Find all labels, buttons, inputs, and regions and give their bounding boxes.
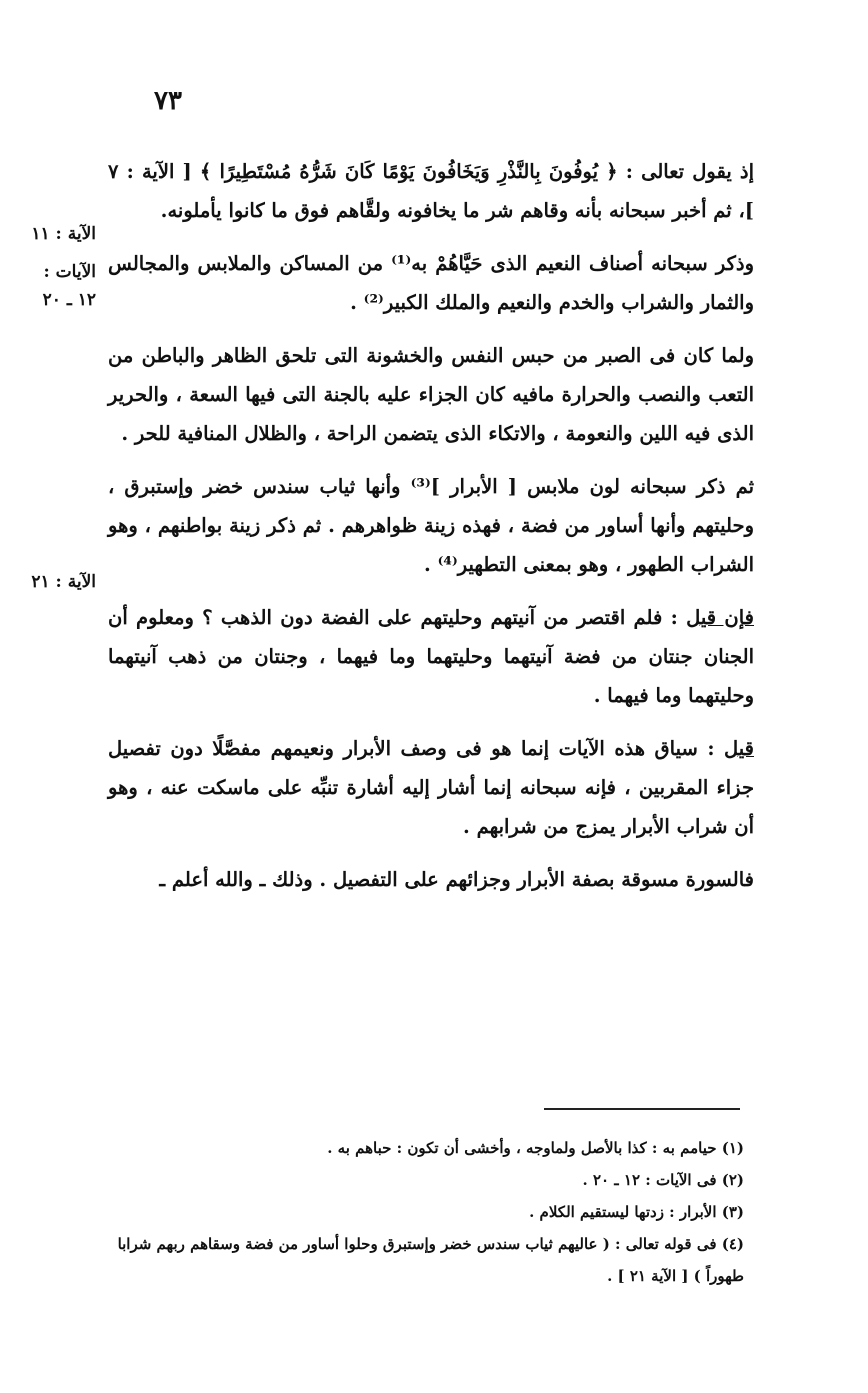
footnote-separator — [544, 1108, 740, 1110]
footnote-4: (٤) فى قوله تعالى : ( عاليهم ثياب سندس خضر وإستبرق وحلوا أساور من فضة وسقاهم ربهم شرابا طهوراً ) [ الآية ٢١ ] . — [117, 1235, 744, 1285]
footnote-2: (٢) فى الآيات : ١٢ ـ ٢٠ . — [582, 1171, 744, 1189]
paragraph-5 — [108, 598, 754, 715]
paragraph-body: : فلم اقتصر من آنيتهم وحليتهم على الفضة دون الذهب ؟ ومعلوم أن الجنان جنتان من فضة آنيتهما وحليتهما وما فيهما ، وجنتان من ذهب آنيتهما وحليتهما وما فيهما . — [108, 606, 754, 707]
margin-note-verse-21 — [6, 568, 96, 596]
margin-note-line: الآيات : — [43, 262, 96, 282]
paragraph-lead: فإن قيل — [686, 606, 754, 629]
paragraph-3: ولما كان فى الصبر من حبس النفس والخشونة التى تلحق الظاهر والباطن من التعب والنصب والحرارة مافيه كان الجزاء عليه بالجنة التى فيها السعة ، والحرير الذى فيه اللين والنعومة ، والاتكاء الذى يتضمن الراحة ، والظلال المنافية للحر . — [108, 344, 754, 445]
margin-note-line: الآية : ٢١ — [31, 572, 96, 592]
paragraph-6 — [108, 729, 754, 846]
paragraph-7: فالسورة مسوقة بصفة الأبرار وجزائهم على التفصيل . وذلك ـ والله أعلم ـ — [159, 868, 754, 891]
page-number: ٧٣ — [154, 86, 182, 116]
margin-note-line: الآية : ١١ — [31, 224, 96, 244]
footnote-1: (١) حيامم به : كذا بالأصل ولماوجه ، وأخشى أن تكون : حباهم به . — [327, 1139, 744, 1157]
paragraph-2: وذكر سبحانه أصناف النعيم الذى حَيَّاهُمْ به⁽¹⁾ من المساكن والملابس والمجالس والثمار والشراب والخدم والنعيم والملك الكبير⁽²⁾ . — [108, 252, 755, 314]
paragraph-body: : سياق هذه الآيات إنما هو فى وصف الأبرار ونعيمهم مفصَّلًا دون تفصيل جزاء المقربين ، فإنه سبحانه إنما أشار إليه أشارة تنبِّه على ماسكت عنه ، وهو أن شراب الأبرار يمزج من شرابهم . — [108, 737, 754, 838]
footnotes — [108, 1132, 744, 1292]
paragraph-1: إذ يقول تعالى : ﴿ يُوفُونَ بِالنَّذْرِ وَيَخَافُونَ يَوْمًا كَانَ شَرُّهُ مُسْتَطِيرًا ﴾ [ الآية : ٧ ]، ثم أخبر سبحانه بأنه وقاهم شر ما يخافونه ولقَّاهم فوق ما كانوا يأملونه. — [108, 160, 754, 222]
margin-note-verse-11 — [6, 220, 96, 248]
main-text — [108, 152, 754, 899]
paragraph-4: ثم ذكر سبحانه لون ملابس [ الأبرار ]⁽³⁾ وأنها ثياب سندس خضر وإستبرق ، وحليتهم وأنها أساور من فضة ، فهذه زينة ظواهرهم . ثم ذكر زينة بواطنهم ، وهو الشراب الطهور ، وهو بمعنى التطهير⁽⁴⁾ . — [108, 475, 754, 576]
margin-note-verses-12-20 — [6, 258, 96, 314]
paragraph-lead: قيل — [724, 737, 754, 760]
margin-note-line: ١٢ ـ ٢٠ — [42, 290, 96, 310]
footnote-3: (٣) الأبرار : زدتها ليستقيم الكلام . — [529, 1203, 744, 1221]
